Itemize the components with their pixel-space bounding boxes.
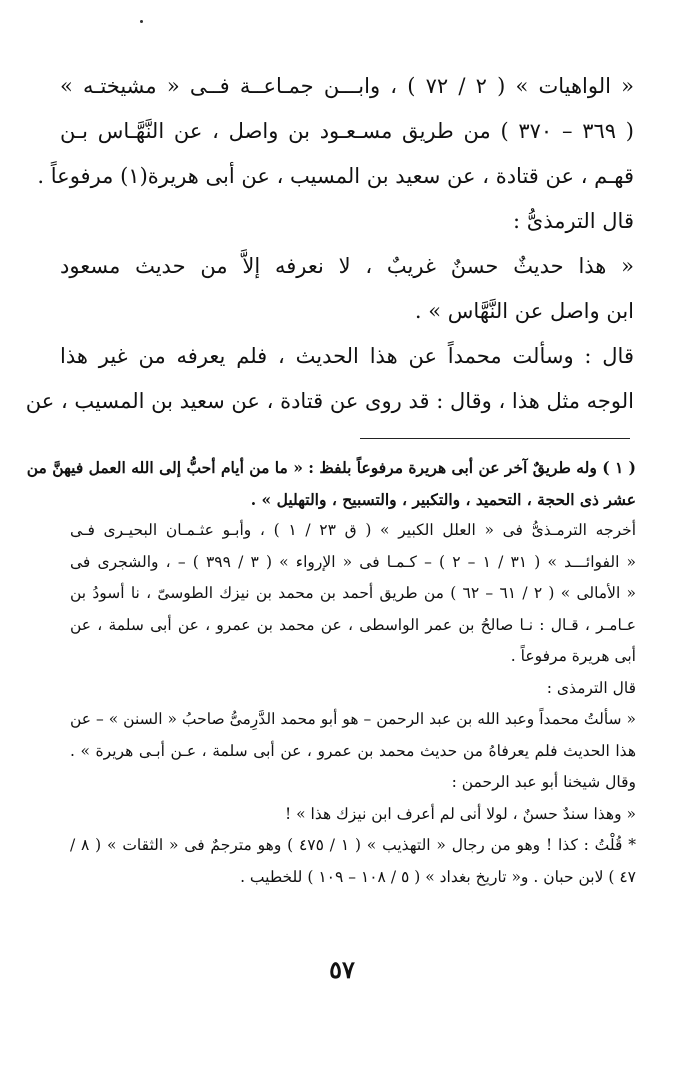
- main-line: قهـم ، عن قتادة ، عن سعيد بن المسيب ، عن أبى هريرة(١) مرفوعاً .: [37, 164, 634, 188]
- footnote-line: « الفوائـــد » ( ٣١ / ١ – ٢ ) – كـمـا فى « الإرواء » ( ٣ / ٣٩٩ ) – ، والشجرى فى: [70, 552, 637, 571]
- footnote-line: أبى هريرة مرفوعاً .: [510, 647, 636, 665]
- footnote-line: « وهذا سندٌ حسنٌ ، لولا أنى لم أعرف ابن نيزك هذا » !: [284, 804, 636, 823]
- main-line: الوجه مثل هذا ، وقال : قد روى عن قتادة ، عن سعيد بن المسيب ، عن: [25, 389, 634, 413]
- main-line: قال : وسألت محمداً عن هذا الحديث ، فلم يعرفه من غير هذا: [60, 344, 634, 368]
- main-line: « هذا حديثٌ حسنٌ غريبٌ ، لا نعرفه إلاَّ من حديث مسعود: [60, 254, 634, 278]
- footnotes: [26, 452, 637, 893]
- footnote-line: قال الترمذى :: [546, 678, 636, 697]
- main-text: [25, 64, 634, 424]
- footnote-line: ( ١ ) وله طريقٌ آخر عن أبى هريرة مرفوعاً بلفظ : « ما من أيام أحبُّ إلى الله العمل فيهنَّ من: [26, 458, 636, 477]
- page-number: ٥٧: [329, 955, 355, 984]
- main-line: ابن واصل عن النَّهَّاس » .: [414, 299, 634, 323]
- footnote-line: « الأمالى » ( ٢ / ٦١ – ٦٢ ) من طريق أحمد بن محمد بن نيزك الطوسىّ ، نا أسودُ بن: [70, 584, 636, 602]
- footnote-line: « سألتُ محمداً وعبد الله بن عبد الرحمن – هو أبو محمد الدَّرِمىُّ صاحبُ « السنن » – عن: [70, 710, 636, 728]
- footnote-line: عشر ذى الحجة ، التحميد ، والتكبير ، والتسبيح ، والتهليل » .: [250, 489, 636, 509]
- footnote-line: هذا الحديث فلم يعرفاهُ من حديث محمد بن عمرو ، عن أبى سلمة ، عـن أبـى هريرة » .: [70, 741, 636, 760]
- main-line: « الواهيات » ( ٢ / ٧٢ ) ، وابـــن جمـاعــة فــى « مشيختـه »: [60, 74, 634, 98]
- stray-mark: [140, 20, 143, 23]
- main-line: ( ٣٦٩ – ٣٧٠ ) من طريق مسـعـود بن واصل ، عن النَّهَّـاس بـن: [60, 119, 634, 143]
- main-line: قال الترمذىُّ :: [513, 209, 634, 233]
- footnote-line: * قُلْتُ : كذا ! وهو من رجال « التهذيب » ( ١ / ٤٧٥ ) وهو مترجمٌ فى « الثقات » ( ٨ /: [70, 836, 636, 854]
- footnote-line: ٤٧ ) لابن حبان . و« تاريخ بغداد » ( ٥ / ١٠٨ – ١٠٩ ) للخطيب .: [240, 867, 636, 886]
- footnote-divider: [360, 438, 630, 439]
- footnote-line: أخرجه الترمـذىُّ فى « العلل الكبير » ( ق ٢٣ / ١ ) ، وأبـو عثـمـان البحيـرى فـى: [70, 521, 637, 539]
- footnote-line: عـامـر ، قـال : نـا صالحُ بن عمر الواسطى ، عن محمد بن عمرو ، عن أبى سلمة ، عن: [70, 615, 636, 634]
- footnote-line: وقال شيخنا أبو عبد الرحمن :: [451, 773, 636, 791]
